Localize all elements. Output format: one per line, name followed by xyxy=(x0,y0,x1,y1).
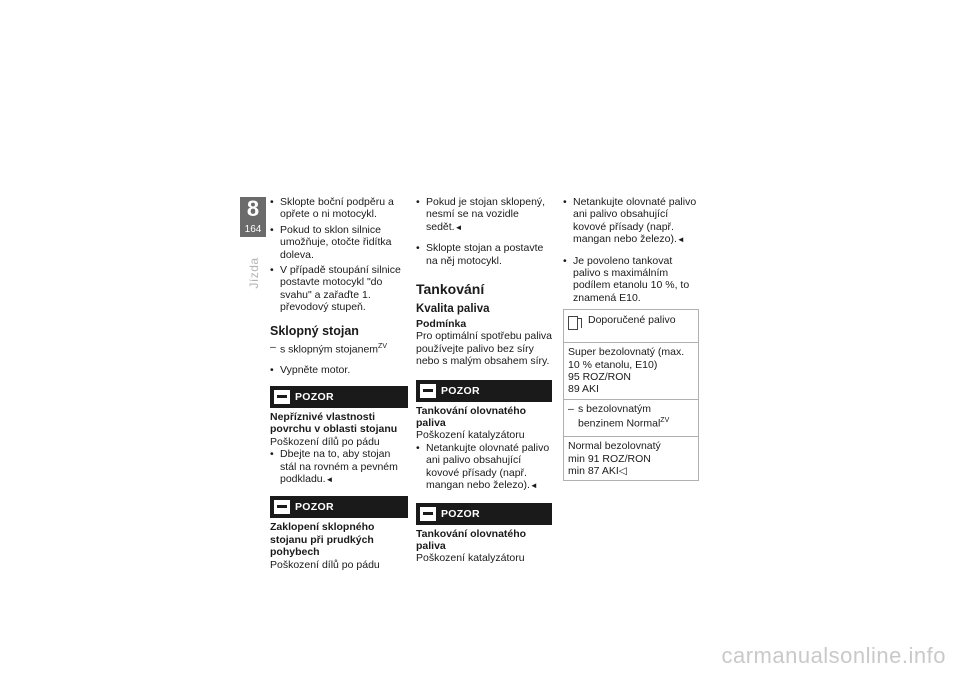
equipment-note xyxy=(568,403,694,430)
warning-hand-icon xyxy=(420,384,436,398)
list-item: • V případě stoupání silnice postavte motocykl "do svahu" a zařaďte 1. převodový stupeň. xyxy=(270,264,408,314)
list-item: • Sklopte stojan a postavte na něj motocykl. xyxy=(416,242,552,267)
warning-hand-icon xyxy=(274,390,290,404)
fuel-spec: 89 AKI xyxy=(568,383,599,396)
warning-bar xyxy=(416,503,552,525)
warning-hand-icon xyxy=(420,507,436,521)
warning-bar xyxy=(270,496,408,518)
warning-title: Zaklopení sklopného stojanu při prudkých pohybech xyxy=(270,521,375,559)
page-number: 164 xyxy=(244,224,262,235)
warning-action-text: Dbejte na to, aby stojan stál na rovném a pevném podkladu. xyxy=(280,448,398,485)
warning-action xyxy=(416,442,552,493)
fuel-table-title: Doporučené palivo xyxy=(588,314,676,327)
warning-hand-icon xyxy=(274,500,290,514)
fuel-spec: Normal bezolovnatý xyxy=(568,440,661,453)
list-item xyxy=(416,196,552,234)
section-heading: Tankování xyxy=(416,281,485,298)
chapter-tab xyxy=(240,197,266,237)
warning-consequence: Poškození katalyzátoru xyxy=(416,552,525,565)
column-1 xyxy=(270,196,408,571)
chapter-number: 8 xyxy=(246,196,260,221)
warning-bar xyxy=(270,386,408,408)
warning-action xyxy=(270,448,408,486)
warning-consequence: Poškození dílů po pádu xyxy=(270,435,380,448)
fuel-spec: min 91 ROZ/RON xyxy=(568,452,651,465)
end-mark: ◁ xyxy=(618,465,627,477)
end-mark: ◄ xyxy=(529,481,538,491)
fuel-pump-icon xyxy=(568,316,578,330)
watermark: carmanualsonline.info xyxy=(721,643,946,668)
list-item-text: Netankujte olovnaté palivo ani palivo obsahující kovové přísady (např. mangan nebo železo). xyxy=(573,196,697,246)
section-heading: Sklopný stojan xyxy=(270,323,359,338)
fuel-spec: 95 ROZ/RON xyxy=(568,371,632,384)
condition-label: Podmínka xyxy=(416,318,467,331)
fuel-table-row xyxy=(564,399,698,436)
list-item-text: Pokud je stojan sklopený, nesmí se na vozidle sedět. xyxy=(426,196,546,233)
warning-consequence: Poškození dílů po pádu xyxy=(270,558,380,571)
list-item xyxy=(563,196,699,247)
paragraph: Pro optimální spotřebu paliva používejte palivo bez síry nebo s malým obsahem síry. xyxy=(416,330,552,368)
equipment-note-text: s bezolovnatým benzinem Normal xyxy=(578,402,661,430)
warning-title: Tankování olovnatého paliva xyxy=(416,404,527,430)
warning-consequence: Poškození katalyzátoru xyxy=(416,429,525,442)
warning-title: Nepříznivé vlastnosti povrchu v oblasti stojanu xyxy=(270,410,398,436)
fuel-spec-text: min 87 AKI xyxy=(568,465,619,477)
warning-bar xyxy=(416,380,552,402)
fuel-spec: Super bezolovnatý (max. 10 % etanolu, E10) xyxy=(568,346,685,371)
warning-label: POZOR xyxy=(295,501,334,514)
end-mark: ◄ xyxy=(325,475,334,484)
equipment-sup: ZV xyxy=(660,417,670,425)
fuel-table xyxy=(563,309,699,481)
warning-action-text: Netankujte olovnaté palivo ani palivo obsahující kovové přísady (např. mangan nebo železo). xyxy=(426,441,550,492)
end-mark: ◄ xyxy=(454,222,463,232)
warning-label: POZOR xyxy=(295,390,334,403)
end-mark: ◄ xyxy=(676,235,685,245)
equipment-note-text: s sklopným stojanem xyxy=(280,343,379,356)
side-label xyxy=(234,238,274,308)
equipment-note xyxy=(270,341,408,356)
warning-label: POZOR xyxy=(441,507,480,520)
list-item: • Pokud to sklon silnice umožňuje, otočte řidítka doleva. xyxy=(270,224,408,261)
fuel-table-header xyxy=(564,310,698,342)
warning-label: POZOR xyxy=(441,384,480,397)
subsection-heading: Kvalita paliva xyxy=(416,303,490,316)
column-3 xyxy=(563,196,699,481)
chapter-title-vertical: Jízda xyxy=(247,257,261,289)
fuel-table-row xyxy=(564,436,698,480)
warning-title: Tankování olovnatého paliva xyxy=(416,527,527,552)
list-item: • Je povoleno tankovat palivo s maximálním podílem etanolu 10 %, to znamená E10. xyxy=(563,255,699,305)
equipment-sup: ZV xyxy=(378,342,387,350)
list-item: • Vypněte motor. xyxy=(270,364,408,376)
fuel-table-row xyxy=(564,342,698,399)
fuel-spec xyxy=(568,465,694,477)
column-2 xyxy=(416,196,552,565)
list-item: • Sklopte boční podpěru a opřete o ni motocykl. xyxy=(270,196,408,221)
